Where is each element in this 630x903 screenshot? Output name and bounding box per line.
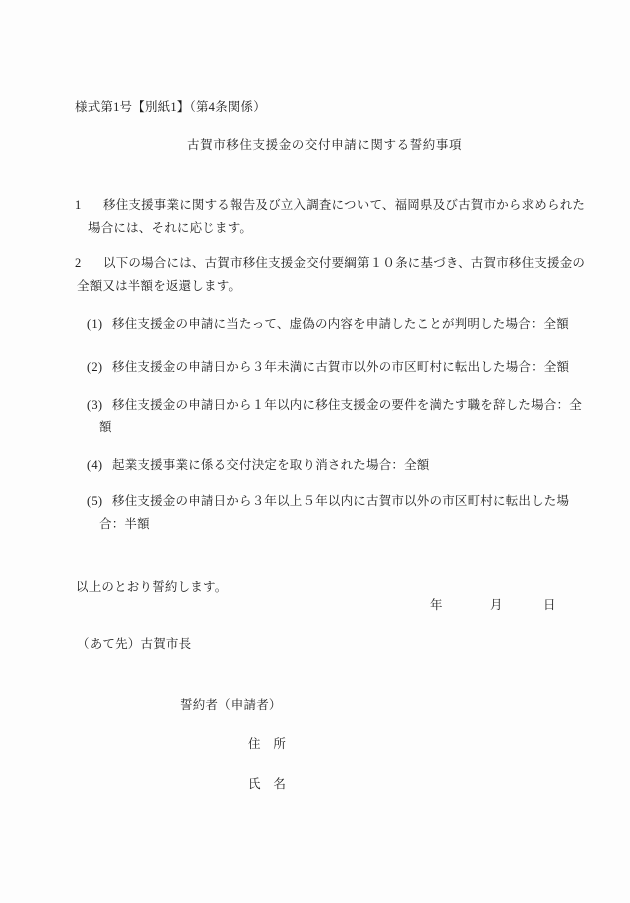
document-title: 古賀市移住支援金の交付申請に関する誓約事項 (187, 138, 463, 152)
date-line (0, 598, 630, 614)
address-label: 住 所 (248, 737, 287, 751)
clause-1-line-1 (75, 198, 585, 212)
year-label: 年 (430, 598, 443, 612)
clause-1-number: 1 (75, 198, 82, 212)
clause-2-number: 2 (75, 256, 82, 270)
subclause-3-number: (3) (87, 398, 103, 412)
subclause-4-text: 起業支援事業に係る交付決定を取り消された場合：全額 (112, 458, 430, 472)
name-label: 氏 名 (248, 777, 287, 791)
subclause-3-line-2: 額 (99, 420, 112, 434)
subclause-2-text: 移住支援金の申請日から３年未満に古賀市以外の市区町村に転出した場合：全額 (112, 360, 570, 374)
subclause-3-line-1 (87, 398, 582, 412)
month-label: 月 (490, 598, 503, 612)
subclause-2 (87, 360, 569, 374)
subclause-5-number: (5) (87, 494, 103, 508)
subclause-5-line-1 (87, 494, 569, 508)
subclause-4-number: (4) (87, 458, 103, 472)
pledger-label: 誓約者（申請者） (180, 698, 282, 712)
subclause-5-text: 移住支援金の申請日から３年以上５年以内に古賀市以外の市区町村に転出した場 (112, 494, 570, 508)
day-label: 日 (543, 598, 556, 612)
subclause-3-text: 移住支援金の申請日から１年以内に移住支援金の要件を満たす職を辞した場合：全 (112, 398, 582, 412)
clause-2-text: 以下の場合には、古賀市移住支援金交付要綱第１０条に基づき、古賀市移住支援金の (103, 256, 586, 270)
closing-statement: 以上のとおり誓約します。 (76, 580, 228, 594)
clause-1-line-2: 場合には、それに応じます。 (88, 221, 253, 235)
clause-2-line-1 (75, 256, 585, 270)
subclause-1-text: 移住支援金の申請に当たって、虚偽の内容を申請したことが判明した場合：全額 (112, 317, 569, 331)
subclause-1-number: (1) (87, 317, 103, 331)
clause-1-text: 移住支援事業に関する報告及び立入調査について、福岡県及び古賀市から求められた (103, 198, 586, 212)
subclause-4 (87, 458, 430, 472)
clause-2-line-2: 全額又は半額を返還します。 (77, 279, 242, 293)
addressee: （あて先）古賀市長 (77, 637, 192, 651)
subclause-2-number: (2) (87, 360, 103, 374)
subclause-5-line-2: 合：半額 (99, 517, 150, 531)
form-number: 様式第1号【別紙1】（第4条関係） (75, 100, 266, 114)
subclause-1 (87, 317, 569, 331)
